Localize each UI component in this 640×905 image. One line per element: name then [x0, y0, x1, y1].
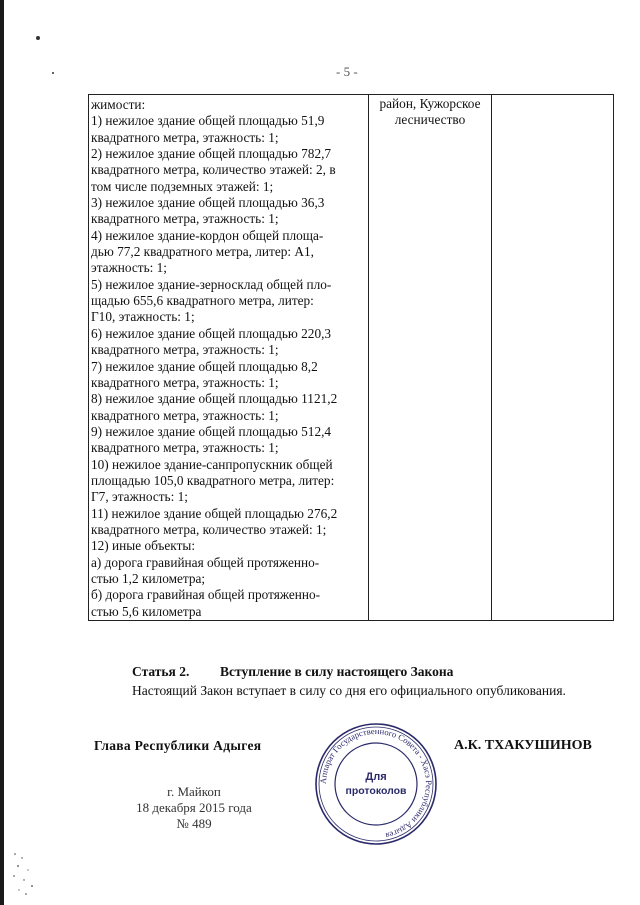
signatory-name: А.К. ТХАКУШИНОВ — [454, 738, 592, 753]
description-line: 8) нежилое здание общей площадью 1121,2 — [91, 391, 338, 407]
empty-cell — [492, 95, 614, 621]
article-body: Настоящий Закон вступает в силу со дня его официального опубликования. — [132, 683, 566, 698]
description-line: 1) нежилое здание общей площадью 51,9 — [91, 113, 325, 129]
description-line: жимости: — [91, 97, 146, 112]
description-line: площадью 105,0 квадратного метра, литер: — [91, 472, 335, 488]
description-cell — [89, 95, 369, 621]
description-line: 10) нежилое здание-санпропускник общей — [91, 456, 333, 472]
description-line: 6) нежилое здание общей площадью 220,3 — [91, 325, 332, 341]
property-table — [88, 94, 614, 621]
description-line: 7) нежилое здание общей площадью 8,2 — [91, 358, 318, 374]
description-text — [89, 95, 368, 620]
description-line: 2) нежилое здание общей площадью 782,7 — [91, 146, 332, 162]
district-line: район, Кужорское — [379, 96, 481, 111]
stamp-outer-text: Аппарат Государственного Совета - Хасэ Республики Адыгея — [317, 725, 435, 841]
description-line: дью 77,2 квадратного метра, литер: А1, — [91, 244, 314, 260]
stamp-center-line: Для — [365, 771, 387, 783]
date: 18 декабря 2015 года — [136, 800, 252, 815]
city: г. Майкоп — [167, 784, 221, 799]
description-line: квадратного метра, этажность: 1; — [91, 407, 279, 423]
description-line: стью 1,2 километра; — [91, 570, 206, 586]
table-row — [89, 95, 614, 621]
scan-speck — [36, 36, 40, 40]
description-line: Г10, этажность: 1; — [91, 309, 195, 325]
description-line: б) дорога гравийная общей протяженно- — [91, 587, 321, 603]
page-number: - 5 - — [336, 64, 358, 79]
official-stamp — [314, 722, 438, 846]
scan-noise — [10, 848, 50, 898]
description-line: 5) нежилое здание-зерносклад общей пло- — [91, 276, 332, 292]
description-line: щадью 655,6 квадратного метра, литер: — [91, 293, 314, 309]
district-cell — [369, 95, 492, 621]
description-line: квадратного метра, количество этажей: 2, в — [91, 162, 336, 178]
article-title: Вступление в силу настоящего Закона — [220, 664, 454, 679]
scan-edge — [0, 0, 4, 905]
description-line: 11) нежилое здание общей площадью 276,2 — [91, 505, 338, 521]
description-line: 4) нежилое здание-кордон общей площа- — [91, 227, 324, 243]
description-line: 9) нежилое здание общей площадью 512,4 — [91, 423, 332, 439]
scan-speck — [52, 72, 54, 74]
description-line: а) дорога гравийная общей протяженно- — [91, 554, 320, 570]
description-line: Г7, этажность: 1; — [91, 489, 188, 505]
district-line: лесничество — [394, 112, 466, 127]
signatory-title: Глава Республики Адыгея — [94, 738, 262, 753]
description-line: квадратного метра, этажность: 1; — [91, 374, 279, 390]
place-date-block — [136, 784, 252, 832]
description-line: том числе подземных этажей: 1; — [91, 178, 274, 194]
stamp-center-line: протоколов — [345, 785, 407, 797]
description-line: квадратного метра, этажность: 1; — [91, 440, 279, 456]
description-line: стью 5,6 километра — [91, 603, 202, 619]
article-number: Статья 2. — [132, 664, 190, 679]
article-heading — [132, 664, 453, 680]
description-line: квадратного метра, этажность: 1; — [91, 342, 279, 358]
description-line: 12) иные объекты: — [91, 538, 196, 554]
description-line: этажность: 1; — [91, 260, 168, 276]
description-line: квадратного метра, количество этажей: 1; — [91, 521, 327, 537]
description-line: квадратного метра, этажность: 1; — [91, 129, 279, 145]
description-line: квадратного метра, этажность: 1; — [91, 211, 279, 227]
description-line: 3) нежилое здание общей площадью 36,3 — [91, 195, 325, 211]
law-number: № 489 — [176, 816, 212, 831]
